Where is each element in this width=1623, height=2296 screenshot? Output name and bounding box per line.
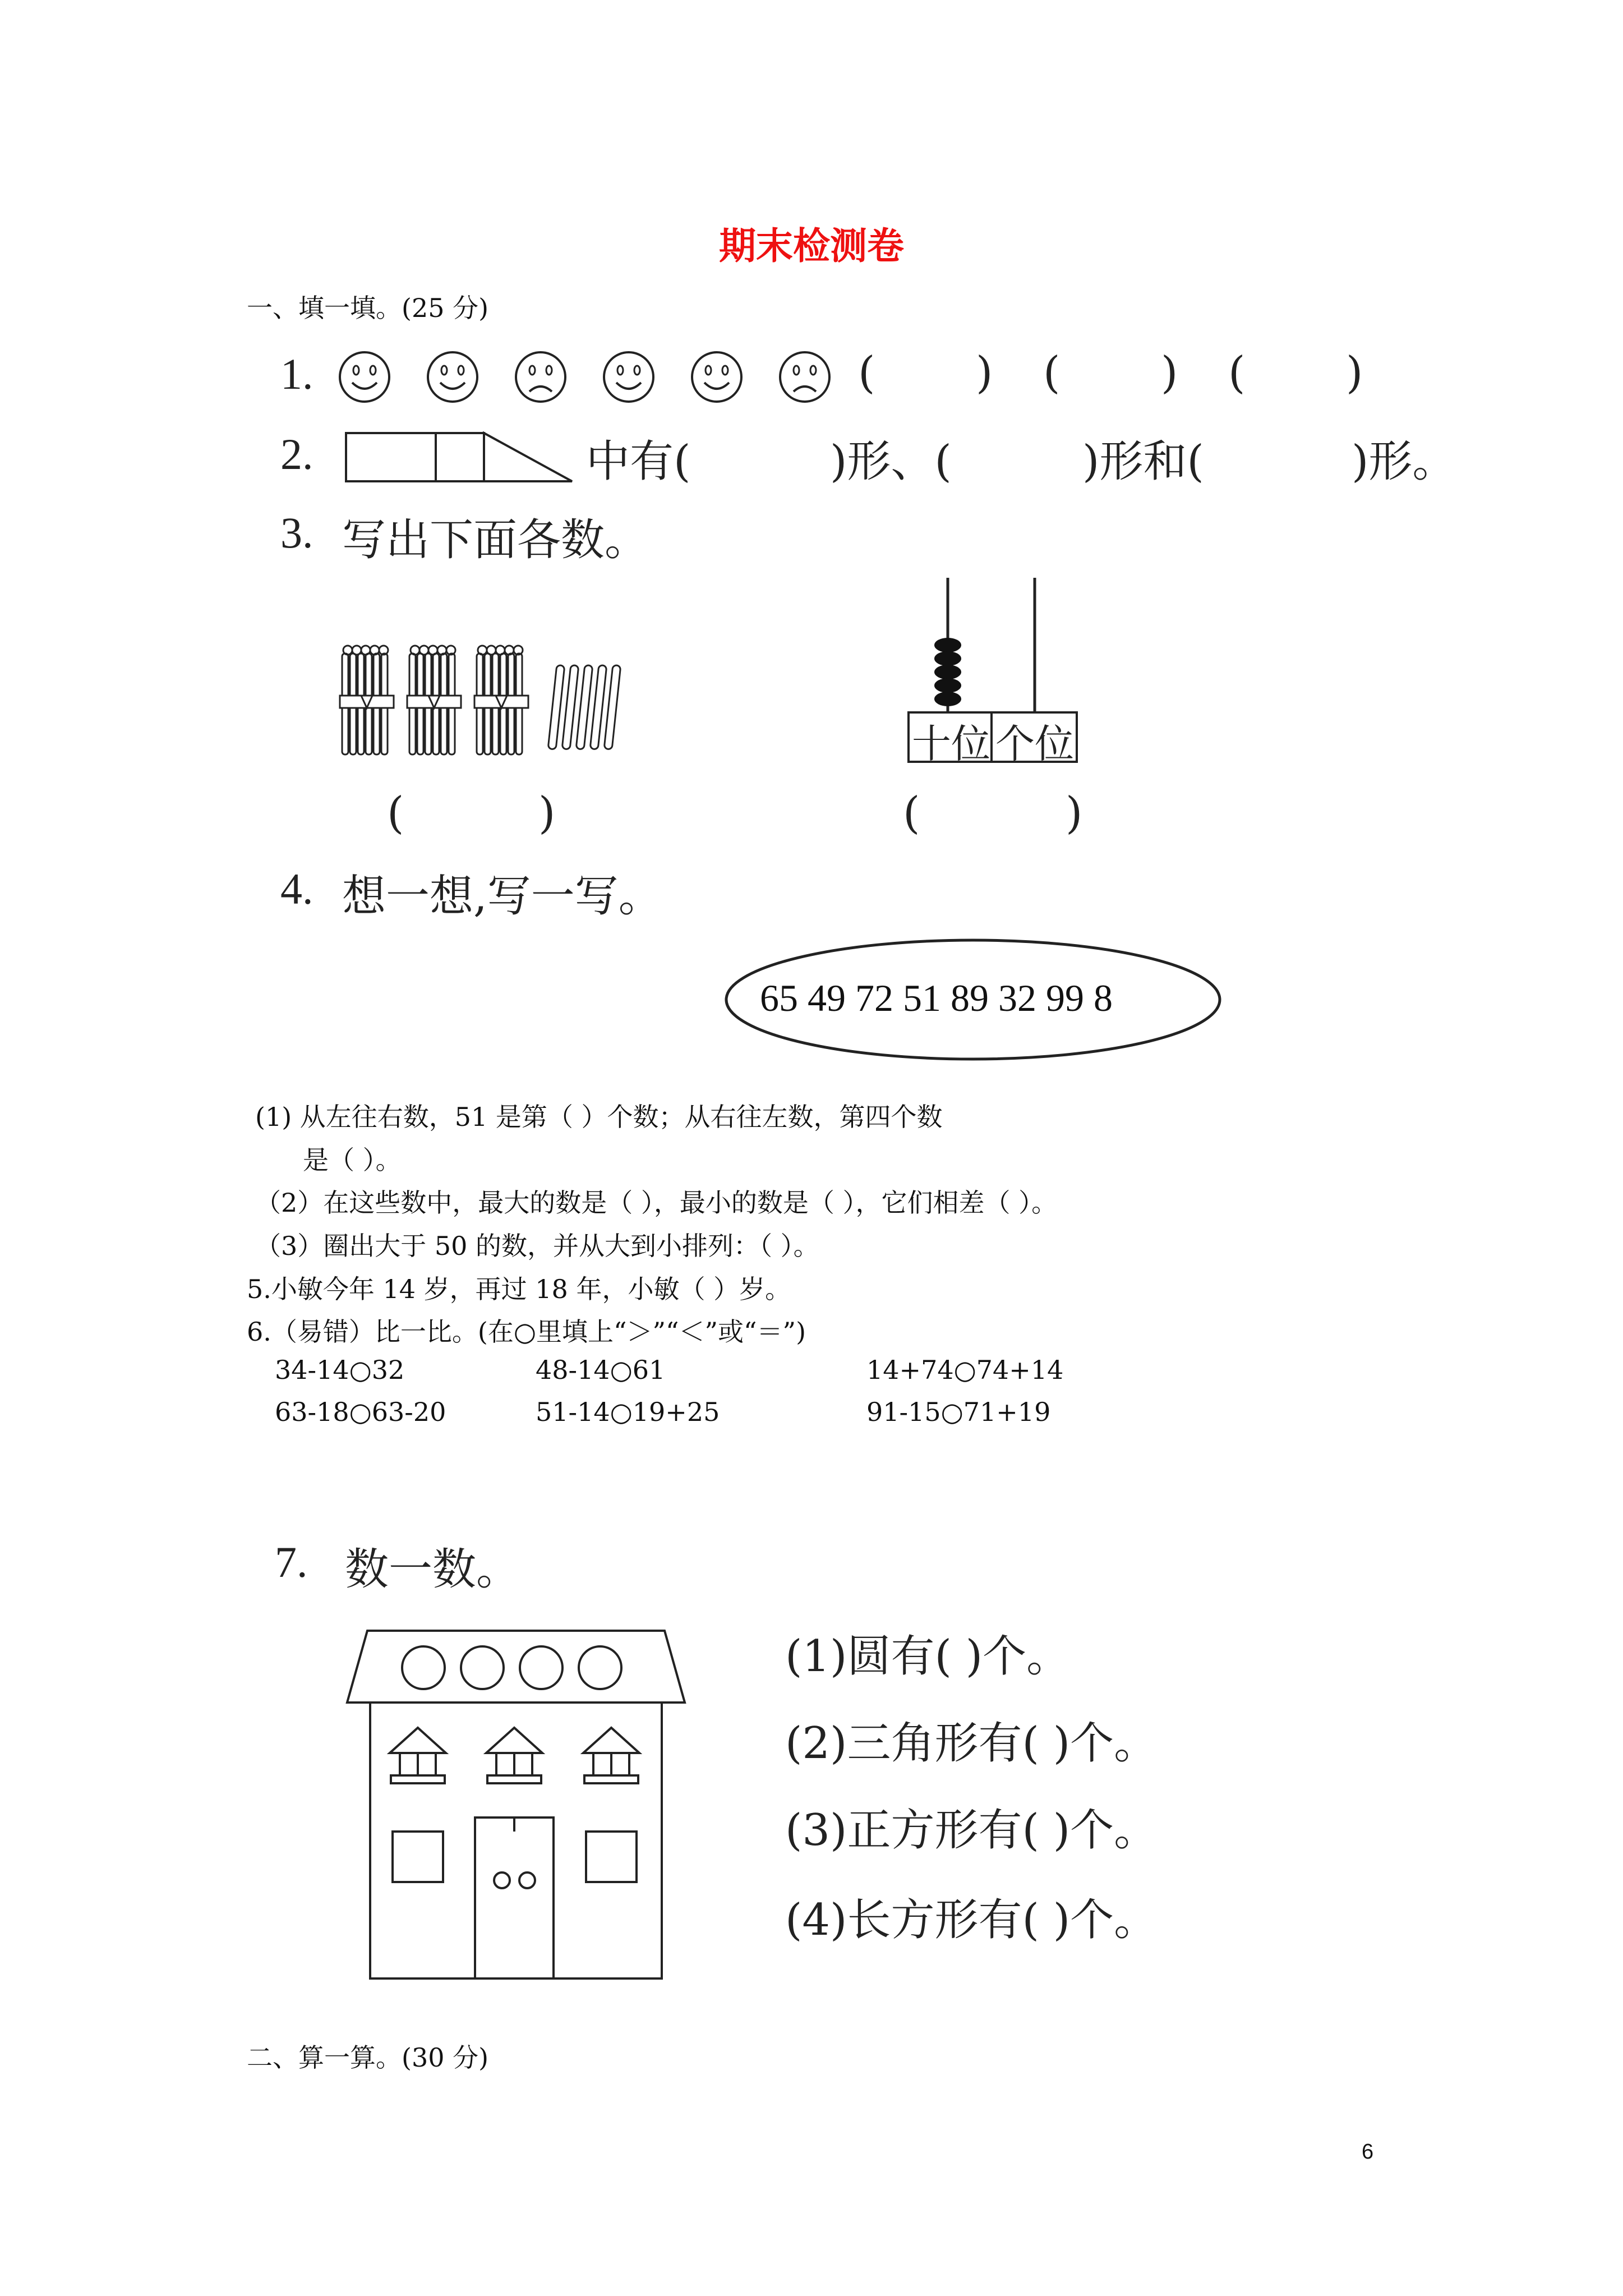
q4-sub-2: （2）在这些数中，最大的数是（ ），最小的数是（ ），它们相差（ ）。 (255, 1188, 1058, 1218)
q4-sub-1a: (1) 从左往右数，51 是第（ ）个数；从右往左数，第四个数 (255, 1102, 943, 1132)
q6-item-2: 48-14○61 (536, 1355, 666, 1385)
stick-bundle-icon (407, 646, 461, 754)
q3-blank-2-close: ) (1066, 788, 1083, 839)
section-1-heading: 一、填一填。(25 分) (247, 293, 489, 323)
q7-text: 数一数。 (345, 1544, 520, 1595)
smiley-face-icon (604, 352, 653, 402)
q3-text: 写出下面各数。 (342, 515, 649, 565)
q1-blank-3-open: ( (1228, 348, 1246, 398)
abacus-ones-label: 个位 (995, 721, 1074, 767)
smiley-face-icon (428, 352, 477, 402)
q4-sub-3: （3）圈出大于 50 的数，并从大到小排列：（ ）。 (255, 1231, 819, 1261)
q3-label: 3. (280, 508, 313, 557)
q1-label: 1. (280, 349, 313, 398)
q1-faces (336, 349, 830, 405)
smiley-face-icon (340, 352, 389, 402)
abacus-tens-label: 十位 (912, 721, 990, 767)
q2-text-3: )形和( (1082, 436, 1204, 487)
q7-item-1: (1)圆有( )个。 (785, 1631, 1071, 1682)
stick-bundle-icon (474, 646, 528, 754)
single-stick-icon (548, 665, 565, 749)
single-stick-icon (576, 665, 593, 749)
small-roof-triangle (583, 1728, 639, 1783)
abacus-bead (934, 692, 961, 706)
q7-item-4: (4)长方形有( )个。 (785, 1895, 1158, 1945)
q1-blank-3-close: ) (1346, 348, 1363, 398)
small-roof-triangle (390, 1728, 446, 1783)
sad-face-icon (780, 352, 829, 402)
q7-label: 7. (275, 1538, 308, 1586)
stick-bundles-figure (336, 642, 628, 766)
q2-text-1: 中有( (586, 436, 691, 487)
page-title: 期末检测卷 (719, 224, 904, 268)
abacus-bead (934, 678, 961, 693)
q7-item-3: (3)正方形有( )个。 (785, 1805, 1158, 1856)
sad-face-icon (516, 352, 565, 402)
q4-text: 想一想,写一写。 (342, 871, 662, 922)
q1-blank-2-close: ) (1161, 348, 1178, 398)
page-number: 6 (1362, 2140, 1374, 2164)
q6-item-1: 34-14○32 (275, 1355, 405, 1385)
q1-blank-1-open: ( (858, 348, 875, 398)
q3-blank-2-open: ( (903, 788, 920, 839)
stick-bundle-icon (340, 646, 394, 754)
q2-triangle (484, 433, 572, 481)
single-stick-icon (562, 665, 579, 749)
q2-text-2: )形、( (830, 436, 952, 487)
q7-item-2: (2)三角形有( )个。 (785, 1718, 1158, 1769)
smiley-face-icon (692, 352, 741, 402)
single-stick-icon (604, 665, 621, 749)
abacus-bead (934, 665, 961, 679)
q2-rectangle (346, 433, 436, 481)
q5-text: 5.小敏今年 14 岁，再过 18 年，小敏（ ）岁。 (247, 1274, 791, 1304)
small-roof-triangle (486, 1728, 542, 1783)
q4-label: 4. (280, 864, 313, 913)
q2-label: 2. (280, 430, 313, 478)
q6-item-4: 63-18○63-20 (275, 1397, 446, 1427)
abacus-bead (934, 638, 961, 652)
q4-sub-1b: 是（ ）。 (303, 1145, 402, 1175)
q3-blank-1-close: ) (538, 788, 556, 839)
q6-item-3: 14+74○74+14 (866, 1355, 1064, 1385)
q6-item-6: 91-15○71+19 (866, 1397, 1051, 1427)
oval-numbers: 65 49 72 51 89 32 99 8 (760, 977, 1113, 1019)
q2-shape-figure (345, 432, 575, 482)
q1-blank-1-close: ) (976, 348, 993, 398)
q2-square (436, 433, 484, 481)
abacus-bead (934, 651, 961, 666)
q6-item-5: 51-14○19+25 (536, 1397, 720, 1427)
single-stick-icon (590, 665, 607, 749)
house-figure (345, 1630, 687, 1980)
q2-text-4: )形。 (1352, 436, 1456, 487)
q6-heading: 6.（易错）比一比。(在○里填上“＞”“＜”或“＝”) (247, 1317, 806, 1347)
q1-blank-2-open: ( (1043, 348, 1061, 398)
q3-blank-1-open: ( (387, 788, 404, 839)
section-2-heading: 二、算一算。(30 分) (247, 2042, 489, 2073)
